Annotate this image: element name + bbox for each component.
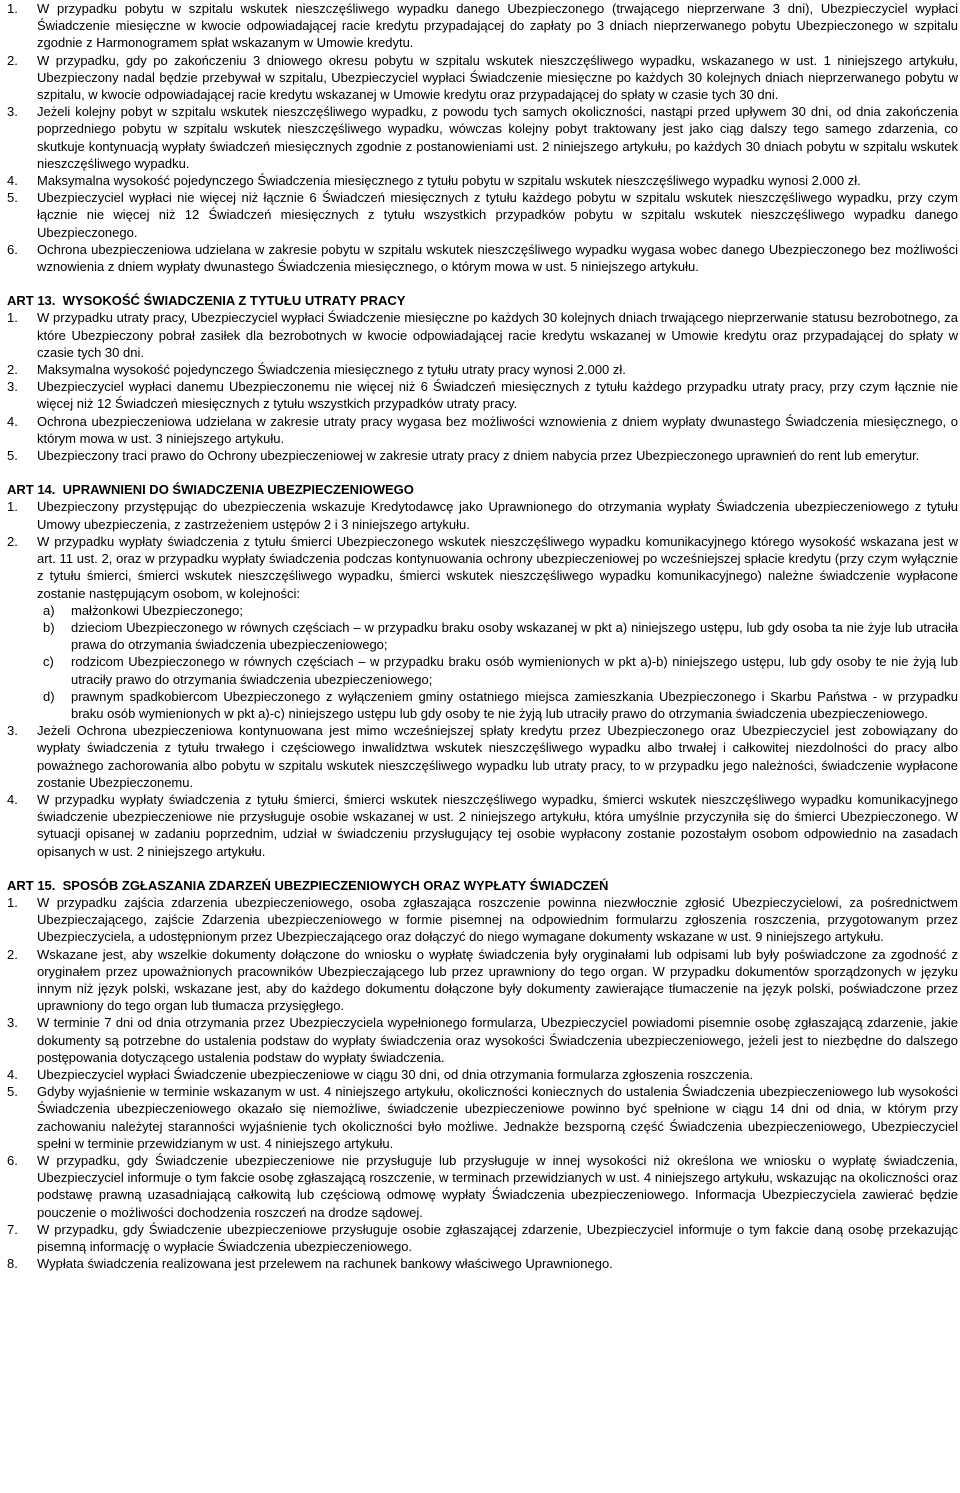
list-item xyxy=(7,498,958,532)
item-number: 1. xyxy=(7,499,18,515)
list-item xyxy=(7,52,958,104)
item-number: 2. xyxy=(7,52,18,68)
sub-item-text: dzieciom Ubezpieczonego w równych częściach – w przypadku braku osoby wskazanej w pkt a) niniejszego ustępu, lub gdy osoba ta nie żyje lub utraciła prawa do otrzymania świadczenia ubezpieczeniowego; xyxy=(71,619,958,653)
item-text: Jeżeli Ochrona ubezpieczeniowa kontynuowana jest mimo wcześniejszej spłaty kredytu przez Ubezpieczonego oraz Ubezpieczyciel jest zobowiązany do wypłaty świadczenia z tytułu trwałego i częściowego inwalidztwa wskutek nieszczęśliwego wypadku albo trwałej i całkowitej niezdolności do pracy albo poważnego zachorowania albo pobytu w szpitalu wskutek nieszczęśliwego wypadku lub utraty pracy, to w przypadku jego należności, świadczenie wypłacone zostanie Ubezpieczonemu. xyxy=(37,723,958,790)
list-item xyxy=(7,447,958,464)
item-text: W przypadku zajścia zdarzenia ubezpieczeniowego, osoba zgłaszająca roszczenie powinna niezwłocznie zgłosić Ubezpieczycielowi, za pośrednictwem Ubezpieczającego, zajście Zdarzenia ubezpieczeniowego w formie pisemnej na odpowiednim formularzu zgłoszenia roszczenia, przygotowanym przez Ubezpieczyciela, a udostępnionym przez Ubezpieczającego oraz dołączyć do niego wymagane dokumenty wskazane w ust. 9 niniejszego artykułu. xyxy=(37,894,958,945)
list-item xyxy=(7,1221,958,1255)
sub-item-text: małżonkowi Ubezpieczonego; xyxy=(71,602,243,618)
item-number: 2. xyxy=(7,533,18,549)
item-number: 8. xyxy=(7,1256,18,1272)
item-number: 3. xyxy=(7,1015,18,1031)
item-number: 2. xyxy=(7,946,18,962)
art14-section xyxy=(7,481,958,859)
item-text: W przypadku wypłaty świadczenia z tytułu śmierci, śmierci wskutek nieszczęśliwego wypadku, śmierci wskutek nieszczęśliwego wypadku komunikacyjnego świadczenie ubezpieczeniowe nie przysługuje osobie wskazanej w ust. 2 niniejszego artykułu, która umyślnie przyczyniła się do śmierci Ubezpieczonego. W sytuacji opisanej w zadaniu poprzednim, udział w świadczeniu przysługujący tej osobie wypłacony zostanie pozostałym osobom odpowiednio na zasadach opisanych w ust. 2 niniejszego artykułu. xyxy=(37,791,958,859)
item-text: W przypadku pobytu w szpitalu wskutek nieszczęśliwego wypadku danego Ubezpieczonego (trwającego nieprzerwane 3 dni), Ubezpieczyciel wypłaci Świadczenie miesięczne w kwocie odpowiadającej racie kredytu przypadającej do zapłaty po 3 dniach nieprzerwanego pobytu Ubezpieczonego w szpitalu zgodnie z Harmonogramem spłat wskazanym w Umowie kredytu. xyxy=(37,1,958,51)
list-item xyxy=(7,1083,958,1152)
sub-item-label: c) xyxy=(43,654,54,670)
heading-title: UPRAWNIENI DO ŚWIADCZENIA UBEZPIECZENIOWEGO xyxy=(62,482,414,498)
list-item xyxy=(7,309,958,361)
list-item xyxy=(7,241,958,275)
item-text: Ubezpieczyciel wypłaci Świadczenie ubezpieczeniowe w ciągu 30 dni, od dnia otrzymania formularza zgłoszenia roszczenia. xyxy=(37,1066,754,1082)
item-text: Wypłata świadczenia realizowana jest przelewem na rachunek bankowy właściwego Uprawnionego. xyxy=(37,1256,613,1272)
item-number: 7. xyxy=(7,1221,18,1237)
list-item xyxy=(7,894,958,946)
sub-item xyxy=(37,688,958,722)
sub-item-label: a) xyxy=(43,602,55,618)
list-item xyxy=(7,189,958,241)
item-text: W przypadku, gdy Świadczenie ubezpieczeniowe nie przysługuje lub przysługuje w innej wysokości niż określona we wniosku o wypłatę świadczenia, Ubezpieczyciel informuje o tym fakcie osobę zgłaszającą roszczenie, w terminach przewidzianych w ust. 4 niniejszego artykułu, wskazując na okoliczności oraz podstawę prawną uzasadniającą całkowitą lub częściową odmowę wypłaty Świadczenia ubezpieczeniowego. Informacja Ubezpieczyciela zawierać będzie pouczenie o możliwości dochodzenia roszczeń na drodze sądowej. xyxy=(37,1153,958,1220)
list-item xyxy=(7,0,958,52)
list-item xyxy=(7,791,958,860)
art15-section xyxy=(7,877,958,1273)
item-text: Ochrona ubezpieczeniowa udzielana w zakresie pobytu w szpitalu wskutek nieszczęśliwego wypadku wygasa wobec danego Ubezpieczonego bez możliwości wznowienia z dniem wypłaty dwunastego Świadczenia miesięcznego, o którym mowa w ust. 5 niniejszego artykułu. xyxy=(37,241,958,275)
heading-number: ART 14. xyxy=(7,482,56,498)
item-number: 1. xyxy=(7,310,18,326)
sub-item xyxy=(37,602,958,619)
item-text: Maksymalna wysokość pojedynczego Świadczenia miesięcznego z tytułu utraty pracy wynosi 2.000 zł. xyxy=(37,362,626,378)
sub-item-label: b) xyxy=(43,619,55,635)
list-item xyxy=(7,1255,958,1272)
item-number: 3. xyxy=(7,104,18,120)
list-item xyxy=(7,1014,958,1066)
art12-section xyxy=(7,0,958,275)
item-text: W przypadku, gdy po zakończeniu 3 dniowego okresu pobytu w szpitalu wskutek nieszczęśliwego wypadku, wskazanego w ust. 1 niniejszego artykułu, Ubezpieczony nadal będzie przebywał w szpitalu, Ubezpieczyciel wypłaci Świadczenie miesięczne po każdych 30 kolejnych dniach nieprzerwanego pobytu w szpitalu, w kwocie odpowiadającej racie kredytu wskazanej w Umowie kredytu oraz przypadającej do spłaty w czasie tych 30 dni. xyxy=(37,52,958,103)
item-number: 6. xyxy=(7,1153,18,1168)
item-text: Maksymalna wysokość pojedynczego Świadczenia miesięcznego z tytułu pobytu w szpitalu wskutek nieszczęśliwego wypadku wynosi 2.000 zł. xyxy=(37,173,861,189)
sub-item xyxy=(37,653,958,687)
item-number: 6. xyxy=(7,241,18,257)
list-item xyxy=(7,946,958,1015)
list-item xyxy=(7,378,958,412)
list-item xyxy=(7,722,958,791)
item-text: Ubezpieczyciel wypłaci danemu Ubezpieczonemu nie więcej niż 6 Świadczeń miesięcznych z tytułu każdego przypadku utraty pracy, przy czym łącznie nie więcej niż 12 Świadczeń miesięcznych z tytułu wszystkich przypadków utraty pracy. xyxy=(37,379,958,412)
item-text: W terminie 7 dni od dnia otrzymania przez Ubezpieczyciela wypełnionego formularza, Ubezpieczyciel powiadomi pisemnie osobę zgłaszającą zdarzenie, jakie dokumenty są potrzebne do ustalenia podstaw do wypłaty świadczenia oraz wysokości Świadczenia ubezpieczeniowego, jeżeli jest to niezbędne do dalszego postępowania dotyczącego ustalenia podstaw do wypłaty świadczenia. xyxy=(37,1015,958,1065)
item-text: Gdyby wyjaśnienie w terminie wskazanym w ust. 4 niniejszego artykułu, okoliczności koniecznych do ustalenia Świadczenia ubezpieczeniowego lub wysokości Świadczenia ubezpieczeniowego okazało się niemożliwe, świadczenie ubezpieczeniowe powinno być spełnione w ciągu 14 dni od dnia, w którym przy zachowaniu należytej staranności wyjaśnienie tych okoliczności było możliwe. Jednakże bezsporną część Świadczenia ubezpieczeniowego, Ubezpieczyciel spełni w terminie przewidzianym w ust. 4 niniejszego artykułu. xyxy=(37,1084,958,1151)
item-text: Ubezpieczony traci prawo do Ochrony ubezpieczeniowej w zakresie utraty pracy z dniem nabycia przez Ubezpieczonego uprawnień do rent lub emerytur. xyxy=(37,448,920,464)
section-heading xyxy=(7,481,958,498)
item-number: 2. xyxy=(7,362,18,378)
item-number: 3. xyxy=(7,723,18,739)
section-heading xyxy=(7,292,958,309)
item-text: Wskazane jest, aby wszelkie dokumenty dołączone do wniosku o wypłatę świadczenia były oryginałami lub odpisami lub były poświadczone za zgodność z oryginałem przez upoważnionych pracowników Ubezpieczającego lub przez uprawniony do tego organ. W przypadku dokumentów sporządzonych w języku innym niż język polski, wskazane jest, aby do każdego dokumentu dołączone były dokumenty zawierające tłumaczenie na język polski, poświadczone przez uprawniony do tego organ lub tłumacza przysięgłego. xyxy=(37,946,958,1014)
item-text: W przypadku, gdy Świadczenie ubezpieczeniowe przysługuje osobie zgłaszającej zdarzenie, Ubezpieczyciel informuje o tym fakcie daną osobę przekazując pisemną informację o wypłacie Świadczenia ubezpieczeniowego. xyxy=(37,1221,958,1255)
heading-number: ART 15. xyxy=(7,877,56,893)
list-item xyxy=(7,1152,958,1221)
item-number: 5. xyxy=(7,1084,18,1100)
art13-section xyxy=(7,292,958,464)
list-item xyxy=(7,413,958,447)
item-number: 5. xyxy=(7,448,18,464)
list-item xyxy=(7,533,958,602)
item-number: 3. xyxy=(7,379,18,395)
item-text: W przypadku utraty pracy, Ubezpieczyciel wypłaci Świadczenie miesięczne po każdych 30 kolejnych dniach trwającego nieprzerwanie statusu bezrobotnego, za które Ubezpieczony pobrał zasiłek dla bezrobotnych w kwocie odpowiadającej racie kredytu wskazanej w Umowie kredytu oraz przypadającej do spłaty w czasie tych 30 dni. xyxy=(37,310,958,360)
item-number: 4. xyxy=(7,791,18,807)
list-item xyxy=(7,172,958,189)
sub-item-text: rodzicom Ubezpieczonego w równych częściach – w przypadku braku osób wymienionych w pkt a)-b) niniejszego ustępu, lub gdy osoby te nie żyją lub utraciły prawo do otrzymania świadczenia ubezpieczeniowego; xyxy=(71,654,958,687)
list-item xyxy=(7,103,958,172)
heading-title: SPOSÓB ZGŁASZANIA ZDARZEŃ UBEZPIECZENIOWYCH ORAZ WYPŁATY ŚWIADCZEŃ xyxy=(62,877,609,893)
item-number: 1. xyxy=(7,894,18,910)
sub-item-label: d) xyxy=(43,688,55,704)
item-number: 4. xyxy=(7,413,18,429)
section-heading xyxy=(7,877,958,894)
list-item xyxy=(7,361,958,378)
heading-number: ART 13. xyxy=(7,293,56,309)
item-number: 1. xyxy=(7,1,18,16)
item-number: 4. xyxy=(7,1066,18,1082)
sub-item xyxy=(37,619,958,653)
item-number: 4. xyxy=(7,173,18,189)
sub-item-text: prawnym spadkobiercom Ubezpieczonego z wyłączeniem gminy ostatniego miejsca zamieszkania Ubezpieczonego i Skarbu Państwa - w przypadku braku osób wymienionych w pkt a)-c) niniejszego ustępu lub gdy osoby te nie żyją lub utraciły prawo do otrzymania świadczenia ubezpieczeniowego. xyxy=(71,688,958,721)
heading-title: WYSOKOŚĆ ŚWIADCZENIA Z TYTUŁU UTRATY PRACY xyxy=(62,293,406,309)
list-item xyxy=(7,1066,958,1083)
item-text: Ochrona ubezpieczeniowa udzielana w zakresie utraty pracy wygasa bez możliwości wznowienia z dniem wypłaty dwunastego Świadczenia miesięcznego, o którym mowa w ust. 3 niniejszego artykułu. xyxy=(37,413,958,446)
item-text: W przypadku wypłaty świadczenia z tytułu śmierci Ubezpieczonego wskutek nieszczęśliwego wypadku komunikacyjnego którego wysokość wskazana jest w art. 11 ust. 2, oraz w przypadku wypłaty świadczenia podczas kontynuowania ochrony ubezpieczeniowej po wcześniejszej spłacie kredytu (przy czym wyłącznie z tytułu śmierci, śmierci wskutek nieszczęśliwego wypadku, śmierci wskutek nieszczęśliwego wypadku komunikacyjnego) należne świadczenie wypłacone zostanie następującym osobom, w kolejności: xyxy=(37,533,958,601)
item-text: Jeżeli kolejny pobyt w szpitalu wskutek nieszczęśliwego wypadku, z powodu tych samych okoliczności, nastąpi przed upływem 30 dni, od dnia zakończenia poprzedniego pobytu w szpitalu wskutek nieszczęśliwego wypadku, wówczas kolejny pobyt traktowany jest jako ciąg dalszy tego samego zdarzenia, co skutkuje kontynuacją wypłaty świadczeń miesięcznych zgodnie z postanowieniami ust. 2 niniejszego artykułu, po każdych 30 dniach pobytu w szpitalu wskutek nieszczęśliwego wypadku. xyxy=(37,104,958,171)
document-page xyxy=(7,0,958,1272)
item-text: Ubezpieczyciel wypłaci nie więcej niż łącznie 6 Świadczeń miesięcznych z tytułu każdego pobytu w szpitalu wskutek nieszczęśliwego wypadku, przy czym łącznie nie więcej niż 12 Świadczeń miesięcznych z tytułu wszystkich przypadków pobytu w szpitalu wskutek nieszczęśliwego wypadku danego Ubezpieczonego. xyxy=(37,190,958,240)
item-text: Ubezpieczony przystępując do ubezpieczenia wskazuje Kredytodawcę jako Uprawnionego do otrzymania wypłaty Świadczenia ubezpieczeniowego z tytułu Umowy ubezpieczenia, z zastrzeżeniem ustępów 2 i 3 niniejszego artykułu. xyxy=(37,499,958,532)
item-number: 5. xyxy=(7,190,18,206)
